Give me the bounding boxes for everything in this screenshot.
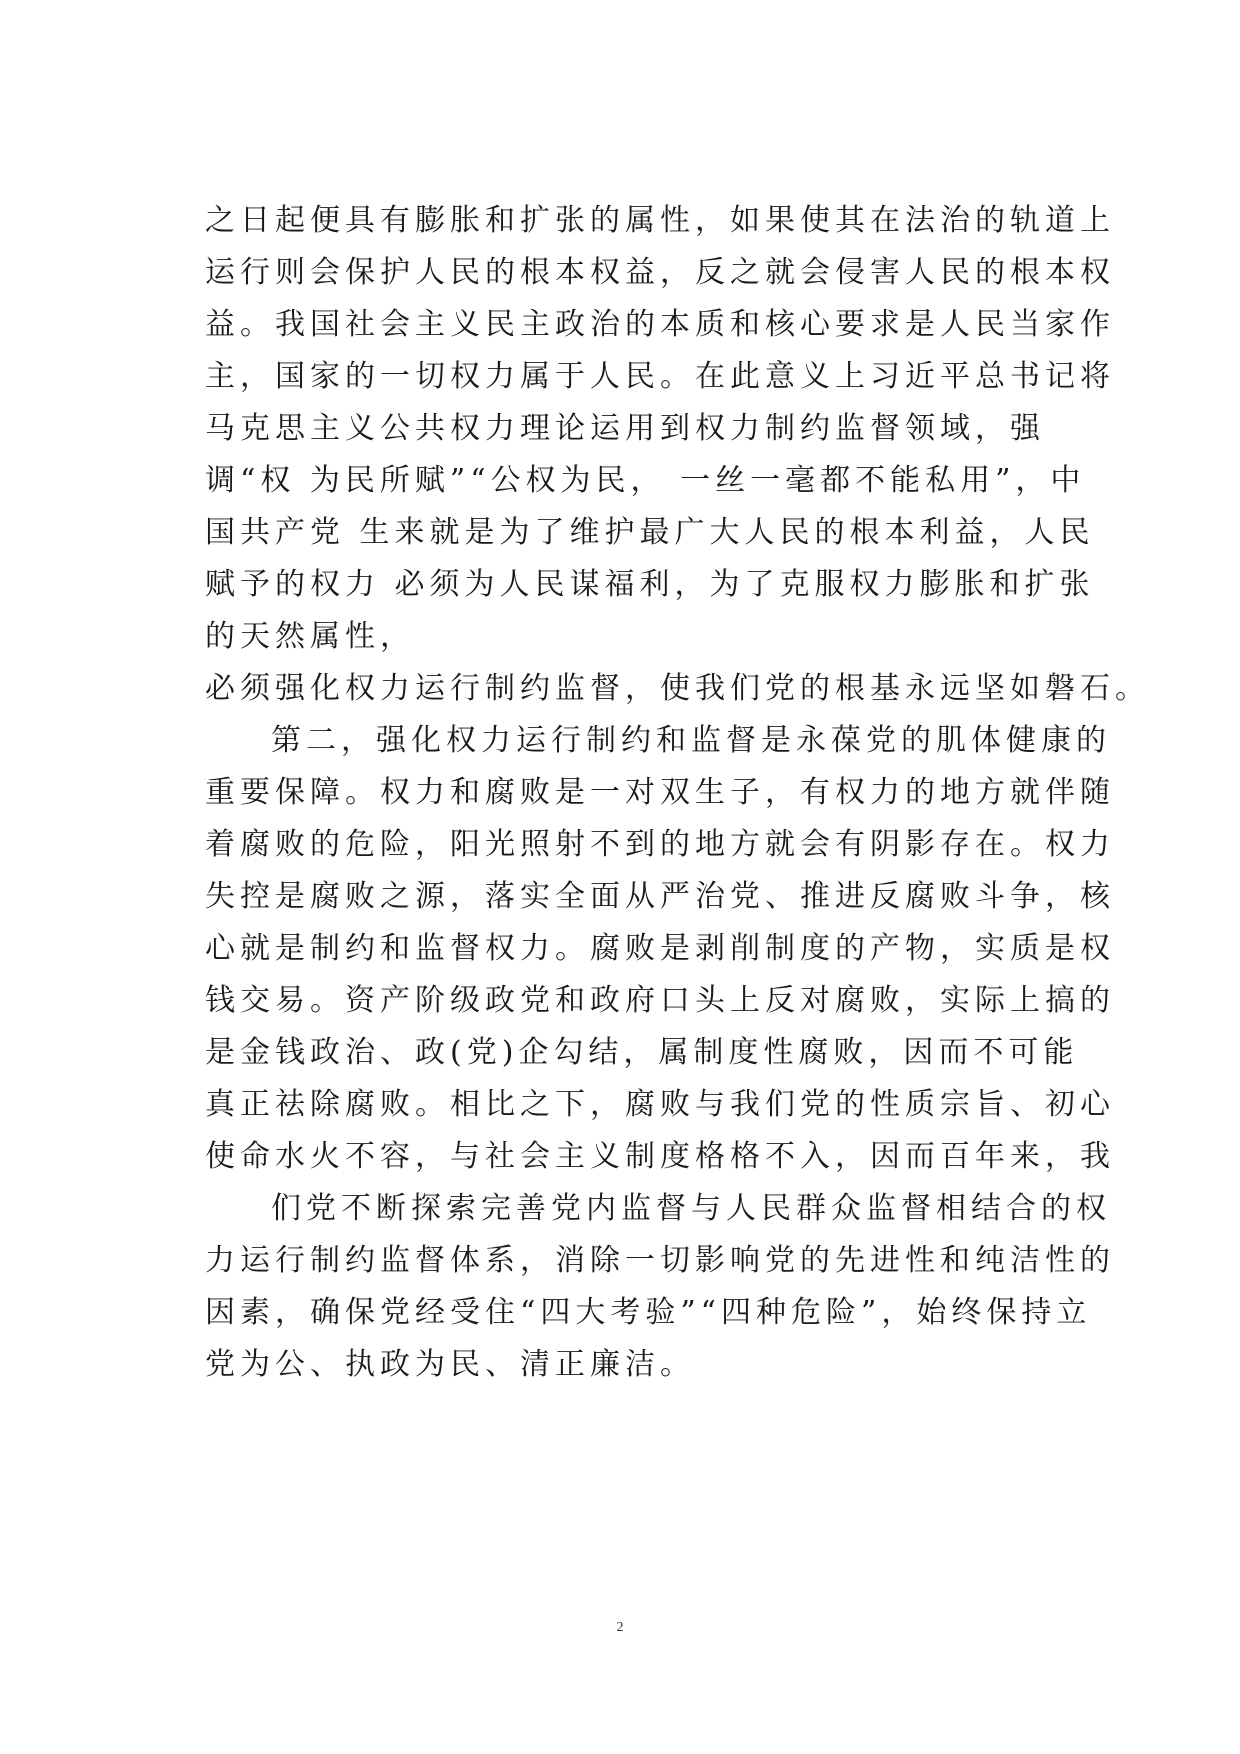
text-line: 调“权 为民所赋”“公权为民， 一丝一毫都不能私用”，中 (205, 463, 1086, 498)
text-line: 是金钱政治、政(党)企勾结，属制度性腐败，因而不可能 (205, 1035, 1079, 1070)
text-line: 益。我国社会主义民主政治的本质和核心要求是人民当家作 (205, 307, 1115, 342)
text-line: 钱交易。资产阶级政党和政府口头上反对腐败，实际上搞的 (205, 983, 1115, 1018)
text-line: 必须强化权力运行制约监督，使我们党的根基永远坚如磐石。 (205, 671, 1150, 706)
text-line: 的天然属性， (205, 619, 415, 654)
text-line: 力运行制约监督体系，消除一切影响党的先进性和纯洁性的 (205, 1243, 1115, 1278)
text-line: 马克思主义公共权力理论运用到权力制约监督领域，强 (205, 411, 1045, 446)
text-line: 心就是制约和监督权力。腐败是剥削制度的产物，实质是权 (205, 931, 1115, 966)
text-line: 真正祛除腐败。相比之下，腐败与我们党的性质宗旨、初心 (205, 1087, 1115, 1122)
text-line: 之日起便具有膨胀和扩张的属性，如果使其在法治的轨道上 (205, 203, 1115, 238)
text-line: 重要保障。权力和腐败是一对双生子，有权力的地方就伴随 (205, 775, 1115, 810)
body-text (205, 195, 1150, 1391)
text-line: 赋予的权力 必须为人民谋福利，为了克服权力膨胀和扩张 (205, 567, 1095, 602)
text-line: 使命水火不容，与社会主义制度格格不入，因而百年来，我 (205, 1139, 1115, 1174)
text-line: 因素，确保党经受住“四大考验”“四种危险”，始终保持立 (205, 1295, 1092, 1330)
text-line: 着腐败的危险，阳光照射不到的地方就会有阴影存在。权力 (205, 827, 1115, 862)
text-line: 党为公、执政为民、清正廉洁。 (205, 1347, 695, 1382)
paragraph-start-line: 第二，强化权力运行制约和监督是永葆党的肌体健康的 (271, 723, 1111, 758)
text-line: 失控是腐败之源，落实全面从严治党、推进反腐败斗争，核 (205, 879, 1115, 914)
page-number: 2 (616, 1620, 624, 1635)
text-line: 国共产党 生来就是为了维护最广大人民的根本利益，人民 (205, 515, 1095, 550)
text-line: 运行则会保护人民的根本权益，反之就会侵害人民的根本权 (205, 255, 1115, 290)
paragraph-start-line: 们党不断探索完善党内监督与人民群众监督相结合的权 (271, 1191, 1111, 1226)
text-line: 主，国家的一切权力属于人民。在此意义上习近平总书记将 (205, 359, 1115, 394)
